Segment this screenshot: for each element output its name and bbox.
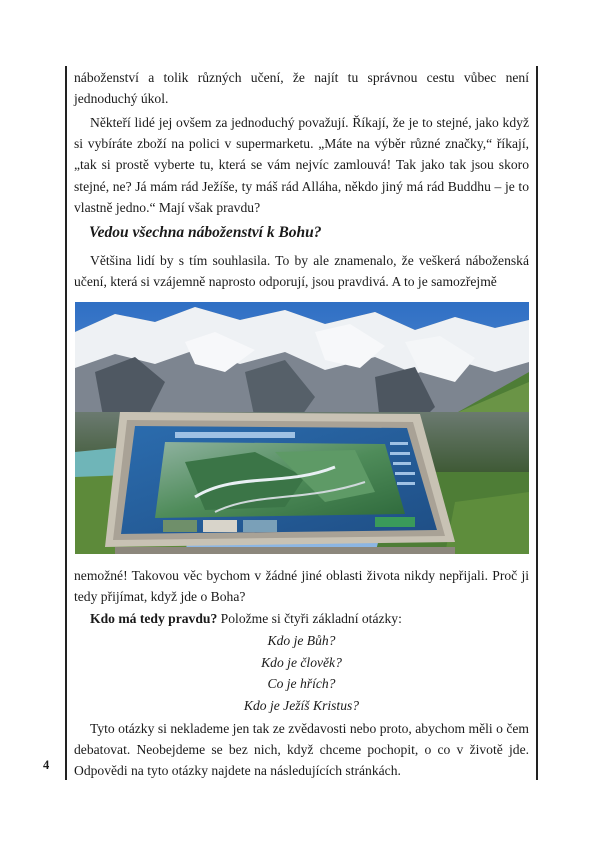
left-margin-rule: [65, 66, 67, 780]
paragraph-block-6: [74, 718, 529, 782]
paragraph-5: [74, 608, 529, 629]
paragraph-block-2: [74, 112, 529, 218]
paragraph-5-rest: Položme si čtyři základní otázky:: [217, 611, 402, 626]
paragraph-6: Tyto otázky si neklademe jen tak ze zvědavosti nebo proto, abychom měli o čem debatovat. Neobejdeme se bez nich, když chceme pochopit, o co v životě jde. Odpovědi na tyto otázky najdete na následujících stránkách.: [74, 721, 529, 779]
mountain-photo: [75, 302, 529, 554]
paragraph-2: Někteří lidé jej ovšem za jednoduchý považují. Říkají, že je to stejné, jako když si vybíráte zboží na polici v supermarketu. „Máte na výběr různé značky,“ říkají, „tak si prostě vyberte tu, která se vám nejvíc zamlouvá! Tak jako tak jsou skoro stejné, ne? Já mám rád Ježíše, ty máš rád Alláha, někdo jiný má rád Buddhu – je to vlastně jedno.“ Mají však pravdu?: [74, 115, 529, 215]
question-item: Kdo je člověk?: [261, 654, 342, 670]
paragraph-3: Většina lidí by s tím souhlasila. To by ale znamenalo, že veškerá náboženská učení, která si vzájemně naprosto odporují, jsou pravdivá. A to je samozřejmě: [74, 253, 529, 290]
question-item: Kdo je Ježíš Kristus?: [243, 697, 360, 713]
photo-illustration: [75, 302, 529, 554]
paragraph-1: náboženství a tolik různých učení, že najít tu správnou cestu vůbec není jednoduchý úkol.: [74, 70, 529, 107]
section-heading: Vedou všechna náboženství k Bohu?: [89, 224, 322, 241]
paragraph-5-bold: Kdo má tedy pravdu?: [90, 611, 218, 626]
right-margin-rule: [536, 66, 538, 780]
page-number: 4: [43, 758, 50, 772]
question-item: Kdo je Bůh?: [267, 633, 336, 648]
paragraph-block-4: [74, 565, 529, 607]
paragraph-4: nemožné! Takovou věc bychom v žádné jiné oblasti života nikdy nepřijali. Proč ji tedy přijímat, když jde o Boha?: [74, 568, 529, 605]
question-list: [74, 630, 529, 716]
paragraph-block-3: [74, 250, 529, 292]
question-item: Co je hřích?: [267, 676, 336, 691]
paragraph-block-5: [74, 608, 529, 629]
paragraph-continuation: [74, 67, 529, 109]
